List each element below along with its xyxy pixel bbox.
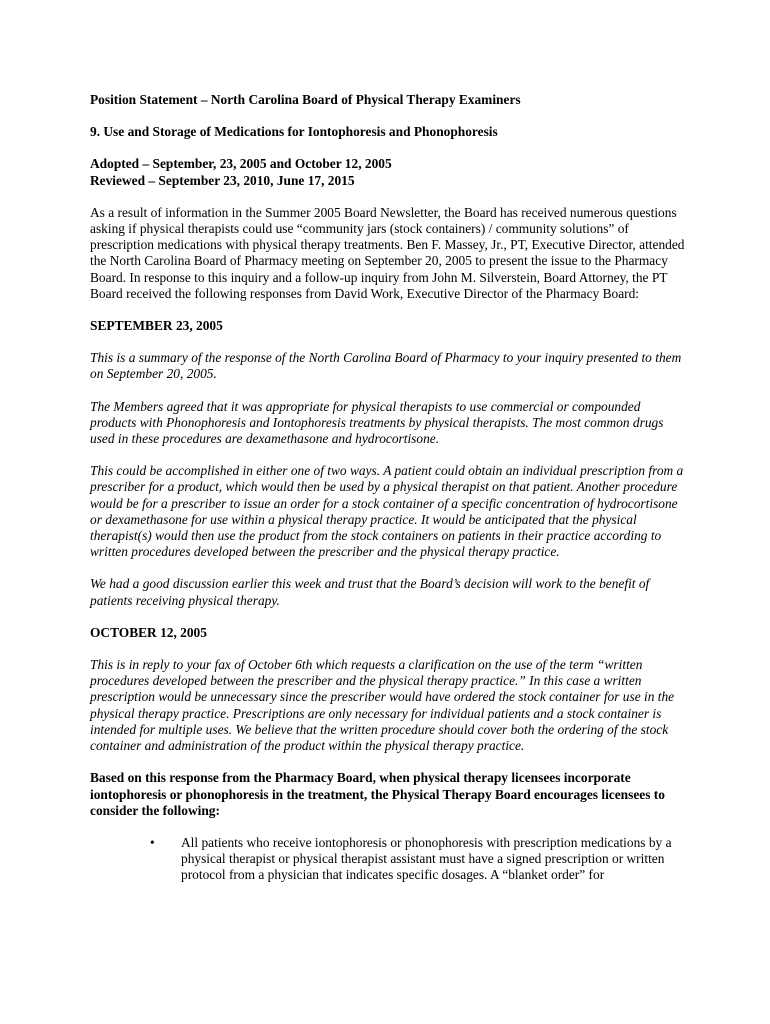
- recommendation-list: [90, 835, 690, 884]
- september-paragraph-2: The Members agreed that it was appropriate for physical therapists to use commercial or compounded products with Phonophoresis and Iontophoresis treatments by physical therapists. The most common drugs used in these procedures are dexamethasone and hydrocortisone.: [90, 398, 664, 447]
- section-heading: 9. Use and Storage of Medications for Iontophoresis and Phonophoresis: [90, 124, 498, 140]
- list-item-text: All patients who receive iontophoresis or phonophoresis with prescription medications by a physical therapist or physical therapist assistant must have a signed prescription or written protocol from a physician that indicates specific dosages. A “blanket order” for: [181, 834, 672, 883]
- adopted-date: Adopted – September, 23, 2005 and October 12, 2005: [90, 156, 392, 172]
- intro-paragraph: As a result of information in the Summer 2005 Board Newsletter, the Board has received numerous questions asking if physical therapists could use “community jars (stock containers) / community solutions” of prescription medications with physical therapy treatments. Ben F. Massey, Jr., PT, Executive Director, attended the North Carolina Board of Pharmacy meeting on September 20, 2005 to present the issue to the Pharmacy Board. In response to this inquiry and a follow-up inquiry from John M. Silverstein, Board Attorney, the PT Board received the following responses from David Work, Executive Director of the Pharmacy Board:: [90, 204, 685, 301]
- list-item: [90, 835, 690, 884]
- september-heading: SEPTEMBER 23, 2005: [90, 318, 223, 334]
- bullet-icon: •: [150, 834, 155, 850]
- document-title: Position Statement – North Carolina Board of Physical Therapy Examiners: [90, 92, 521, 107]
- conclusion-paragraph: Based on this response from the Pharmacy Board, when physical therapy licensees incorporate iontophoresis or phonophoresis in the treatment, the Physical Therapy Board encourages licensees to consider the following:: [90, 770, 665, 818]
- october-heading: OCTOBER 12, 2005: [90, 624, 207, 640]
- october-paragraph: This is in reply to your fax of October 6th which requests a clarification on the use of the term “written procedures developed between the prescriber and the physical therapy practice.” In this case a written prescription would be unnecessary since the prescriber would have ordered the stock container for use in the physical therapy practice. Prescriptions are only necessary for individual patients and a stock container is intended for multiple uses. We believe that the written procedure should cover both the ordering of the stock container and administration of the product within the physical therapy practice.: [90, 657, 675, 754]
- reviewed-date: Reviewed – September 23, 2010, June 17, 2015: [90, 172, 355, 188]
- september-paragraph-4: We had a good discussion earlier this week and trust that the Board’s decision will work to the benefit of patients receiving physical therapy.: [90, 576, 650, 608]
- september-paragraph-1: This is a summary of the response of the North Carolina Board of Pharmacy to your inquiry presented to them on September 20, 2005.: [90, 350, 682, 382]
- september-paragraph-3: This could be accomplished in either one of two ways. A patient could obtain an individual prescription from a prescriber for a product, which would then be used by a physical therapist on that patient. Another procedure would be for a prescriber to issue an order for a stock container of a specific concentration of hydrocortisone or dexamethasone for use within a physical therapy practice. It would be anticipated that the physical therapist(s) would then use the product from the stock containers on patients in their practice according to written procedures developed between the prescriber and the physical therapy practice.: [90, 463, 684, 560]
- document-page: [90, 92, 690, 884]
